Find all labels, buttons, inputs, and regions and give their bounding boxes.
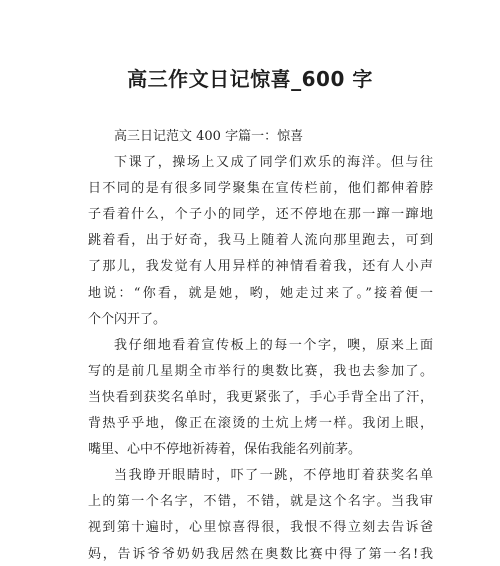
text-line: 地说：“你看，就是她，哟，她走过来了。”接着便一 [88,285,433,301]
text-line: 跳着看，出于好奇，我马上随着人流向那里跑去，可到 [88,233,433,249]
document-title: 高三作文日记惊喜_600 字 [127,67,373,91]
text-line: 写的是前几星期全市举行的奥数比赛，我也去参加了。 [88,363,433,379]
text-line: 背热乎乎地，像正在滚烫的土炕上烤一样。我闭上眼， [88,416,433,432]
text-line: 当我睁开眼睛时，吓了一跳，不停地盯着获奖名单 [114,468,433,484]
text-line: 个个闪开了。 [88,311,167,327]
text-line: 了那儿，我发觉有人用异样的神情看着我，还有人小声 [88,259,433,275]
text-line: 下课了，操场上又成了同学们欢乐的海洋。但与往 [114,155,433,171]
document-body [88,124,433,566]
text-line: 当快看到获奖名单时，我更紧张了，手心手背全出了汗， [88,389,433,405]
text-line: 我仔细地看着宣传板上的每一个字，噢，原来上面 [114,337,433,353]
text-line: 日不同的是有很多同学聚集在宣传栏前，他们都伸着脖 [88,181,433,197]
section-heading: 高三日记范文 400 字篇一：惊喜 [114,129,304,144]
text-line: 嘴里、心中不停地祈祷着，保佑我能名列前茅。 [88,442,362,458]
text-line: 视到第十遍时，心里惊喜得很，我恨不得立刻去告诉爸 [88,520,433,536]
text-line: 上的第一个名字，不错，不错，就是这个名字。当我审 [88,494,433,510]
text-line: 子看着什么，个子小的同学，还不停地在那一蹿一蹿地 [88,207,433,223]
text-line: 妈，告诉爷爷奶奶我居然在奥数比赛中得了第一名!我 [88,546,433,562]
